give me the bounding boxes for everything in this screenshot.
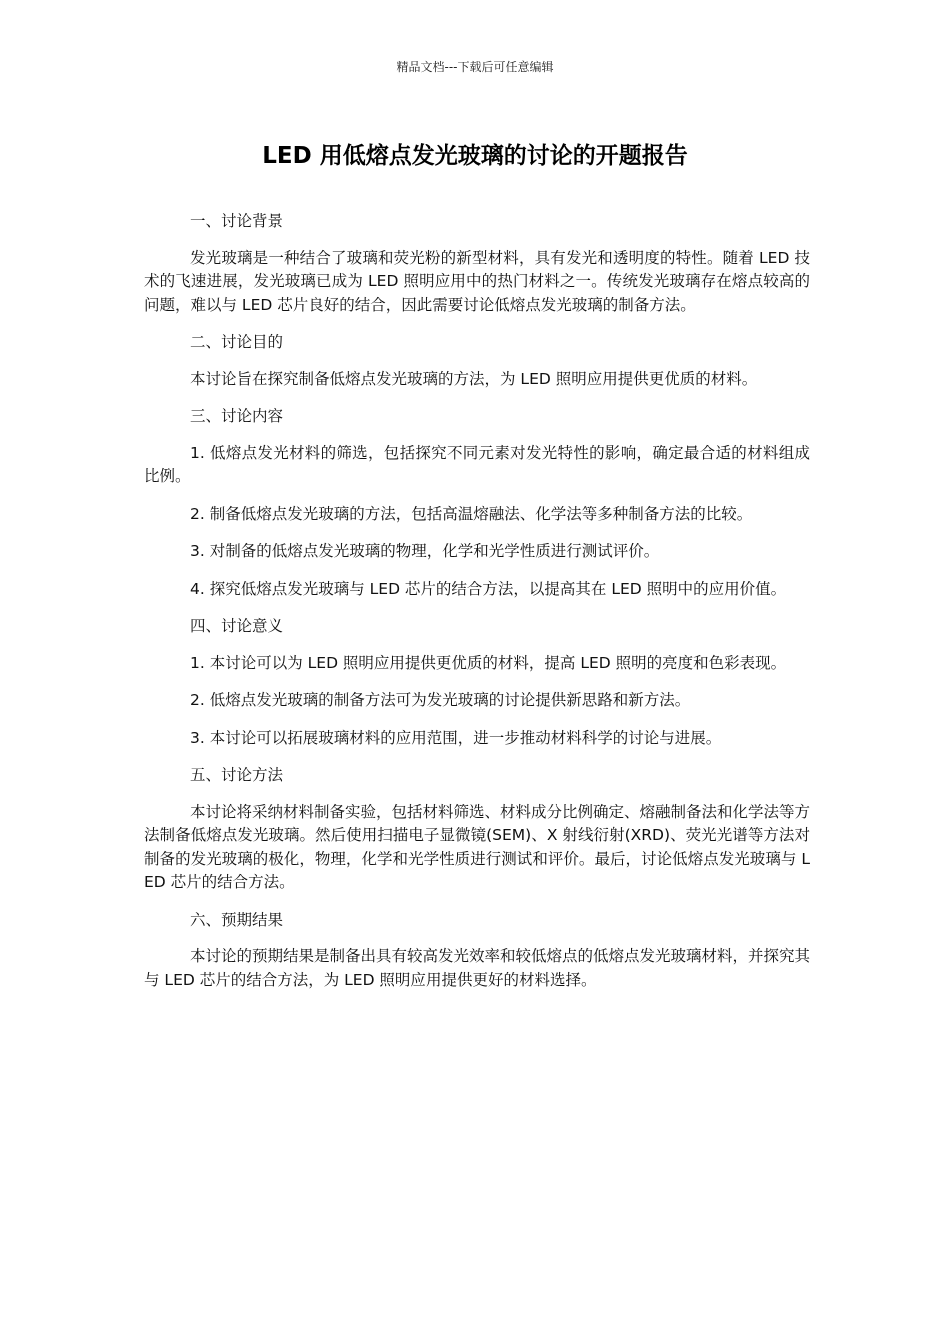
document-body xyxy=(144,210,810,1006)
paragraph-purpose: 本讨论旨在探究制备低熔点发光玻璃的方法，为 LED 照明应用提供更优质的材料。 xyxy=(190,369,758,388)
paragraph-content-item-1: 1. 低熔点发光材料的筛选，包括探究不同元素对发光特性的影响，确定最合适的材料组成比例。 xyxy=(144,443,810,485)
section-heading-content: 三、讨论内容 xyxy=(190,407,284,425)
section-heading-purpose: 二、讨论目的 xyxy=(190,333,284,351)
paragraph-significance-item-2: 2. 低熔点发光玻璃的制备方法可为发光玻璃的讨论提供新思路和新方法。 xyxy=(190,691,691,709)
paragraph-expected-results: 本讨论的预期结果是制备出具有较高发光效率和较低熔点的低熔点发光玻璃材料，并探究其与 LED 芯片的结合方法，为 LED 照明应用提供更好的材料选择。 xyxy=(144,947,811,989)
paragraph-content-item-4: 4. 探究低熔点发光玻璃与 LED 芯片的结合方法，以提高其在 LED 照明中的应用价值。 xyxy=(190,579,787,598)
paragraph-content-item-3: 3. 对制备的低熔点发光玻璃的物理，化学和光学性质进行测试评价。 xyxy=(190,542,660,560)
header-note: 精品文档---下载后可任意编辑 xyxy=(396,60,554,74)
section-heading-methods: 五、讨论方法 xyxy=(190,766,284,784)
paragraph-content-item-2: 2. 制备低熔点发光玻璃的方法，包括高温熔融法、化学法等多种制备方法的比较。 xyxy=(190,504,753,523)
section-heading-expected-results: 六、预期结果 xyxy=(190,910,284,929)
paragraph-methods: 本讨论将采纳材料制备实验，包括材料筛选、材料成分比例确定、熔融制备法和化学法等方法制备低熔点发光玻璃。然后使用扫描电子显微镜(SEM)、X 射线衍射(XRD)、荧光光谱等方法对制备的发光玻璃的极化，物理，化学和光学性质进行测试和评价。最后，讨论低熔点发光玻璃与 LED 芯片的结合方法。 xyxy=(144,802,811,891)
paragraph-background: 发光玻璃是一种结合了玻璃和荧光粉的新型材料，具有发光和透明度的特性。随着 LED 技术的飞速进展，发光玻璃已成为 LED 照明应用中的热门材料之一。传统发光玻璃存在熔点较高的问题，难以与 LED 芯片良好的结合，因此需要讨论低熔点发光玻璃的制备方法。 xyxy=(144,248,810,314)
section-heading-background: 一、讨论背景 xyxy=(190,212,284,230)
section-heading-significance: 四、讨论意义 xyxy=(190,617,284,635)
paragraph-significance-item-3: 3. 本讨论可以拓展玻璃材料的应用范围，进一步推动材料科学的讨论与进展。 xyxy=(190,728,722,747)
document-title: LED 用低熔点发光玻璃的讨论的开题报告 xyxy=(262,143,688,169)
paragraph-significance-item-1: 1. 本讨论可以为 LED 照明应用提供更优质的材料，提高 LED 照明的亮度和色彩表现。 xyxy=(190,653,787,672)
